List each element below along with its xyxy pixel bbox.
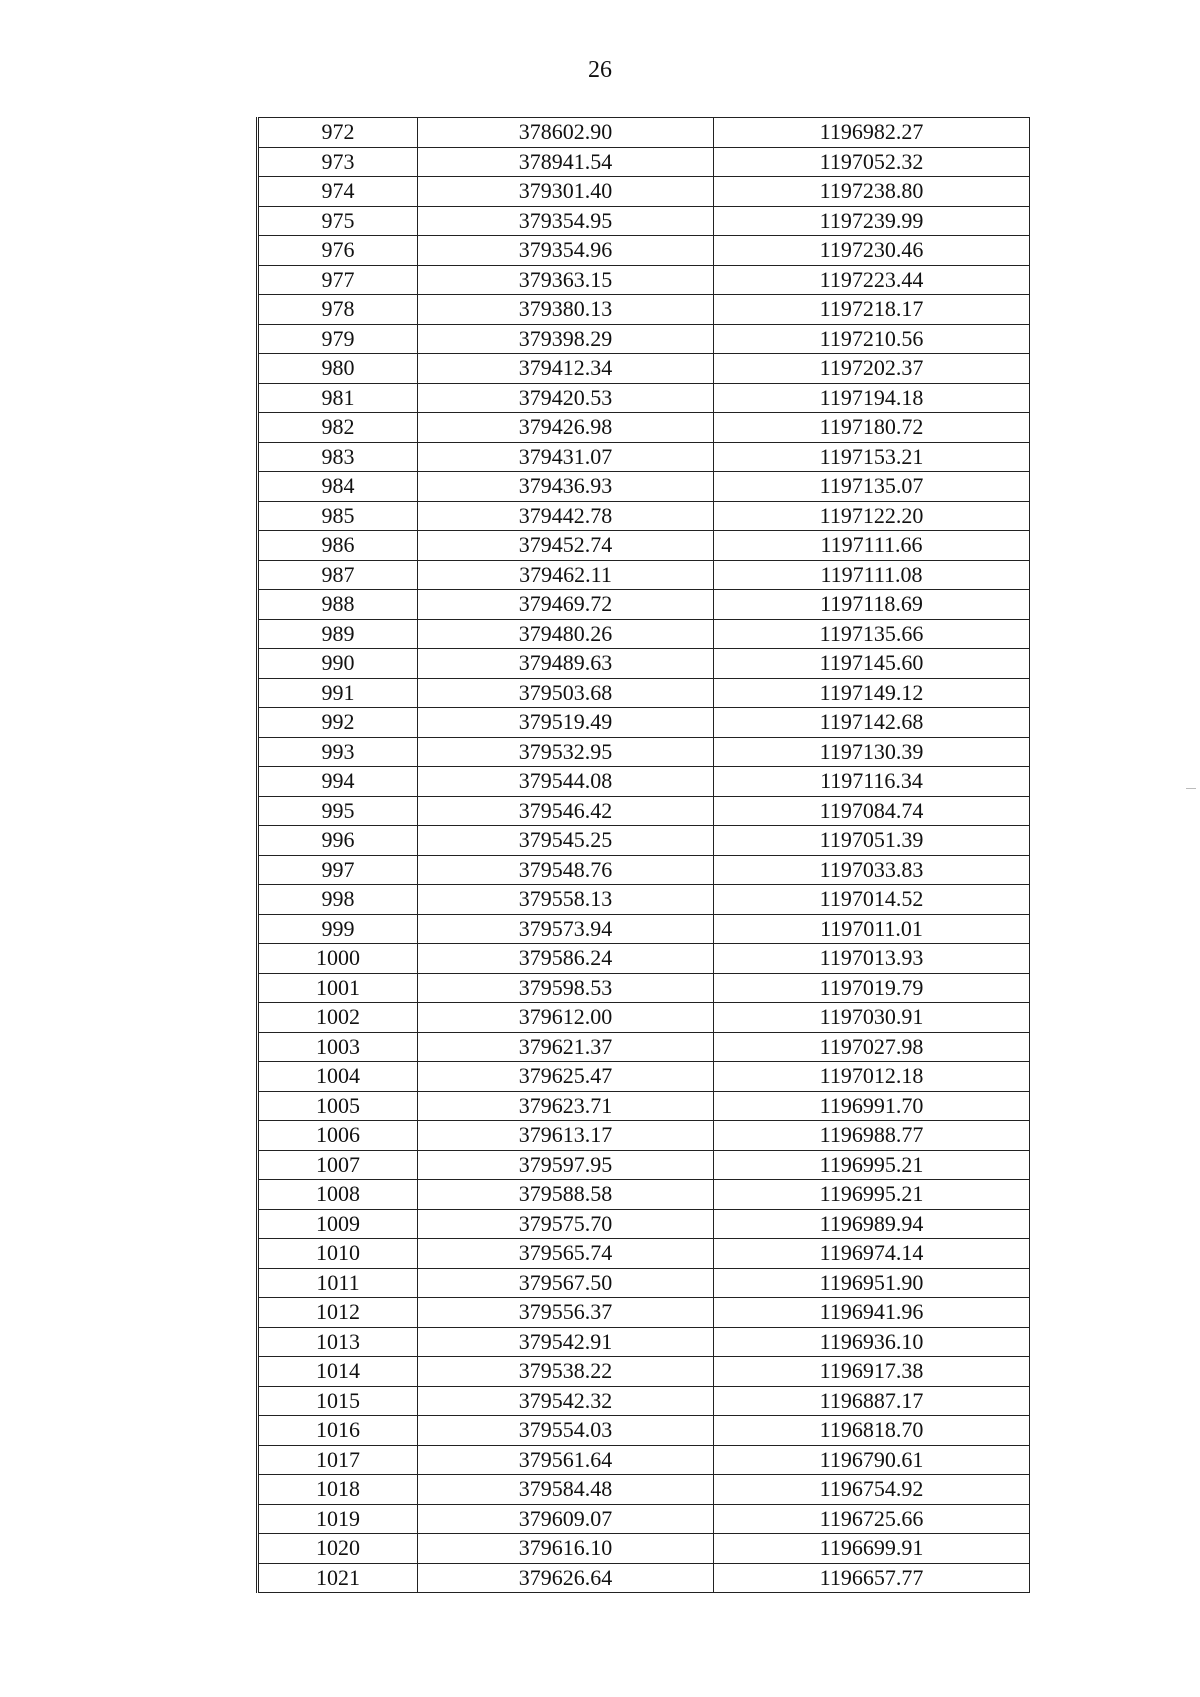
point-number-cell: 989 xyxy=(258,619,418,649)
x-coordinate-cell: 379561.64 xyxy=(418,1445,714,1475)
point-number-cell: 996 xyxy=(258,826,418,856)
y-coordinate-cell: 1196887.17 xyxy=(714,1386,1030,1416)
point-number-cell: 978 xyxy=(258,295,418,325)
y-coordinate-cell: 1197033.83 xyxy=(714,855,1030,885)
table-row xyxy=(258,1357,1030,1387)
point-number-cell: 994 xyxy=(258,767,418,797)
point-number-cell: 983 xyxy=(258,442,418,472)
point-number-cell: 986 xyxy=(258,531,418,561)
y-coordinate-cell: 1196974.14 xyxy=(714,1239,1030,1269)
table-row xyxy=(258,1032,1030,1062)
y-coordinate-cell: 1197019.79 xyxy=(714,973,1030,1003)
x-coordinate-cell: 379554.03 xyxy=(418,1416,714,1446)
point-number-cell: 976 xyxy=(258,236,418,266)
point-number-cell: 1021 xyxy=(258,1563,418,1593)
y-coordinate-cell: 1197111.66 xyxy=(714,531,1030,561)
x-coordinate-cell: 379519.49 xyxy=(418,708,714,738)
table-row xyxy=(258,501,1030,531)
y-coordinate-cell: 1196995.21 xyxy=(714,1150,1030,1180)
x-coordinate-cell: 379532.95 xyxy=(418,737,714,767)
x-coordinate-cell: 379609.07 xyxy=(418,1504,714,1534)
table-row xyxy=(258,1504,1030,1534)
table-row xyxy=(258,708,1030,738)
x-coordinate-cell: 379575.70 xyxy=(418,1209,714,1239)
table-row xyxy=(258,767,1030,797)
y-coordinate-cell: 1197130.39 xyxy=(714,737,1030,767)
table-row xyxy=(258,324,1030,354)
table-row xyxy=(258,1563,1030,1593)
margin-mark xyxy=(1186,788,1196,789)
table-row xyxy=(258,413,1030,443)
x-coordinate-cell: 379584.48 xyxy=(418,1475,714,1505)
table-row xyxy=(258,619,1030,649)
y-coordinate-cell: 1197084.74 xyxy=(714,796,1030,826)
y-coordinate-cell: 1197149.12 xyxy=(714,678,1030,708)
x-coordinate-cell: 379363.15 xyxy=(418,265,714,295)
point-number-cell: 1009 xyxy=(258,1209,418,1239)
point-number-cell: 1004 xyxy=(258,1062,418,1092)
table-row xyxy=(258,1062,1030,1092)
point-number-cell: 992 xyxy=(258,708,418,738)
point-number-cell: 981 xyxy=(258,383,418,413)
point-number-cell: 1012 xyxy=(258,1298,418,1328)
point-number-cell: 979 xyxy=(258,324,418,354)
y-coordinate-cell: 1197230.46 xyxy=(714,236,1030,266)
y-coordinate-cell: 1197051.39 xyxy=(714,826,1030,856)
y-coordinate-cell: 1197153.21 xyxy=(714,442,1030,472)
x-coordinate-cell: 379538.22 xyxy=(418,1357,714,1387)
x-coordinate-cell: 379431.07 xyxy=(418,442,714,472)
x-coordinate-cell: 379598.53 xyxy=(418,973,714,1003)
x-coordinate-cell: 379452.74 xyxy=(418,531,714,561)
point-number-cell: 1018 xyxy=(258,1475,418,1505)
point-number-cell: 990 xyxy=(258,649,418,679)
y-coordinate-cell: 1197210.56 xyxy=(714,324,1030,354)
table-row xyxy=(258,914,1030,944)
y-coordinate-cell: 1197014.52 xyxy=(714,885,1030,915)
y-coordinate-cell: 1196790.61 xyxy=(714,1445,1030,1475)
point-number-cell: 1019 xyxy=(258,1504,418,1534)
table-row xyxy=(258,1475,1030,1505)
y-coordinate-cell: 1196988.77 xyxy=(714,1121,1030,1151)
table-row xyxy=(258,265,1030,295)
x-coordinate-cell: 379546.42 xyxy=(418,796,714,826)
y-coordinate-cell: 1197116.34 xyxy=(714,767,1030,797)
x-coordinate-cell: 379616.10 xyxy=(418,1534,714,1564)
point-number-cell: 1010 xyxy=(258,1239,418,1269)
table-row xyxy=(258,147,1030,177)
point-number-cell: 1011 xyxy=(258,1268,418,1298)
point-number-cell: 982 xyxy=(258,413,418,443)
x-coordinate-cell: 379442.78 xyxy=(418,501,714,531)
x-coordinate-cell: 379588.58 xyxy=(418,1180,714,1210)
y-coordinate-cell: 1197011.01 xyxy=(714,914,1030,944)
point-number-cell: 995 xyxy=(258,796,418,826)
point-number-cell: 999 xyxy=(258,914,418,944)
table-row xyxy=(258,1445,1030,1475)
x-coordinate-cell: 379542.91 xyxy=(418,1327,714,1357)
table-row xyxy=(258,206,1030,236)
y-coordinate-cell: 1196657.77 xyxy=(714,1563,1030,1593)
y-coordinate-cell: 1196818.70 xyxy=(714,1416,1030,1446)
y-coordinate-cell: 1197223.44 xyxy=(714,265,1030,295)
table-row xyxy=(258,944,1030,974)
y-coordinate-cell: 1196982.27 xyxy=(714,118,1030,148)
table-row xyxy=(258,826,1030,856)
y-coordinate-cell: 1197194.18 xyxy=(714,383,1030,413)
table-row xyxy=(258,1239,1030,1269)
y-coordinate-cell: 1197135.07 xyxy=(714,472,1030,502)
x-coordinate-cell: 379426.98 xyxy=(418,413,714,443)
table-row xyxy=(258,1091,1030,1121)
point-number-cell: 1001 xyxy=(258,973,418,1003)
y-coordinate-cell: 1196995.21 xyxy=(714,1180,1030,1210)
point-number-cell: 1020 xyxy=(258,1534,418,1564)
x-coordinate-cell: 379398.29 xyxy=(418,324,714,354)
x-coordinate-cell: 378602.90 xyxy=(418,118,714,148)
point-number-cell: 998 xyxy=(258,885,418,915)
y-coordinate-cell: 1196941.96 xyxy=(714,1298,1030,1328)
x-coordinate-cell: 378941.54 xyxy=(418,147,714,177)
y-coordinate-cell: 1197118.69 xyxy=(714,590,1030,620)
table-row xyxy=(258,796,1030,826)
table-row xyxy=(258,236,1030,266)
table-row xyxy=(258,1327,1030,1357)
point-number-cell: 972 xyxy=(258,118,418,148)
table-row xyxy=(258,1209,1030,1239)
point-number-cell: 1017 xyxy=(258,1445,418,1475)
table-row xyxy=(258,1386,1030,1416)
x-coordinate-cell: 379542.32 xyxy=(418,1386,714,1416)
table-row xyxy=(258,737,1030,767)
y-coordinate-cell: 1197027.98 xyxy=(714,1032,1030,1062)
point-number-cell: 1003 xyxy=(258,1032,418,1062)
y-coordinate-cell: 1197135.66 xyxy=(714,619,1030,649)
table-row xyxy=(258,560,1030,590)
x-coordinate-cell: 379436.93 xyxy=(418,472,714,502)
table-row xyxy=(258,678,1030,708)
y-coordinate-cell: 1197013.93 xyxy=(714,944,1030,974)
y-coordinate-cell: 1197052.32 xyxy=(714,147,1030,177)
table-row xyxy=(258,1003,1030,1033)
y-coordinate-cell: 1197122.20 xyxy=(714,501,1030,531)
page-number: 26 xyxy=(588,57,612,83)
point-number-cell: 974 xyxy=(258,177,418,207)
x-coordinate-cell: 379462.11 xyxy=(418,560,714,590)
point-number-cell: 1014 xyxy=(258,1357,418,1387)
x-coordinate-cell: 379586.24 xyxy=(418,944,714,974)
point-number-cell: 977 xyxy=(258,265,418,295)
x-coordinate-cell: 379621.37 xyxy=(418,1032,714,1062)
y-coordinate-cell: 1196991.70 xyxy=(714,1091,1030,1121)
x-coordinate-cell: 379573.94 xyxy=(418,914,714,944)
x-coordinate-cell: 379489.63 xyxy=(418,649,714,679)
x-coordinate-cell: 379354.96 xyxy=(418,236,714,266)
x-coordinate-cell: 379301.40 xyxy=(418,177,714,207)
point-number-cell: 973 xyxy=(258,147,418,177)
x-coordinate-cell: 379567.50 xyxy=(418,1268,714,1298)
table-row xyxy=(258,855,1030,885)
point-number-cell: 1005 xyxy=(258,1091,418,1121)
y-coordinate-cell: 1196917.38 xyxy=(714,1357,1030,1387)
y-coordinate-cell: 1197111.08 xyxy=(714,560,1030,590)
y-coordinate-cell: 1196754.92 xyxy=(714,1475,1030,1505)
point-number-cell: 980 xyxy=(258,354,418,384)
table-row xyxy=(258,442,1030,472)
point-number-cell: 975 xyxy=(258,206,418,236)
point-number-cell: 1013 xyxy=(258,1327,418,1357)
point-number-cell: 993 xyxy=(258,737,418,767)
point-number-cell: 988 xyxy=(258,590,418,620)
point-number-cell: 1008 xyxy=(258,1180,418,1210)
table-row xyxy=(258,531,1030,561)
coordinates-table-body xyxy=(258,118,1030,1593)
table-row xyxy=(258,118,1030,148)
x-coordinate-cell: 379613.17 xyxy=(418,1121,714,1151)
table-row xyxy=(258,1534,1030,1564)
point-number-cell: 1016 xyxy=(258,1416,418,1446)
x-coordinate-cell: 379558.13 xyxy=(418,885,714,915)
x-coordinate-cell: 379623.71 xyxy=(418,1091,714,1121)
table-row xyxy=(258,649,1030,679)
y-coordinate-cell: 1197239.99 xyxy=(714,206,1030,236)
x-coordinate-cell: 379420.53 xyxy=(418,383,714,413)
x-coordinate-cell: 379565.74 xyxy=(418,1239,714,1269)
table-row xyxy=(258,590,1030,620)
y-coordinate-cell: 1196951.90 xyxy=(714,1268,1030,1298)
table-row xyxy=(258,1298,1030,1328)
y-coordinate-cell: 1197238.80 xyxy=(714,177,1030,207)
y-coordinate-cell: 1197145.60 xyxy=(714,649,1030,679)
table-row xyxy=(258,1268,1030,1298)
y-coordinate-cell: 1197180.72 xyxy=(714,413,1030,443)
table-row xyxy=(258,973,1030,1003)
coordinates-table xyxy=(256,117,1030,1593)
x-coordinate-cell: 379545.25 xyxy=(418,826,714,856)
y-coordinate-cell: 1196936.10 xyxy=(714,1327,1030,1357)
x-coordinate-cell: 379354.95 xyxy=(418,206,714,236)
table-row xyxy=(258,885,1030,915)
x-coordinate-cell: 379612.00 xyxy=(418,1003,714,1033)
x-coordinate-cell: 379412.34 xyxy=(418,354,714,384)
x-coordinate-cell: 379626.64 xyxy=(418,1563,714,1593)
y-coordinate-cell: 1196725.66 xyxy=(714,1504,1030,1534)
y-coordinate-cell: 1197012.18 xyxy=(714,1062,1030,1092)
y-coordinate-cell: 1196989.94 xyxy=(714,1209,1030,1239)
y-coordinate-cell: 1197030.91 xyxy=(714,1003,1030,1033)
x-coordinate-cell: 379625.47 xyxy=(418,1062,714,1092)
table-row xyxy=(258,472,1030,502)
table-row xyxy=(258,383,1030,413)
point-number-cell: 1006 xyxy=(258,1121,418,1151)
table-row xyxy=(258,1150,1030,1180)
x-coordinate-cell: 379480.26 xyxy=(418,619,714,649)
table-row xyxy=(258,354,1030,384)
x-coordinate-cell: 379380.13 xyxy=(418,295,714,325)
y-coordinate-cell: 1197218.17 xyxy=(714,295,1030,325)
x-coordinate-cell: 379503.68 xyxy=(418,678,714,708)
y-coordinate-cell: 1196699.91 xyxy=(714,1534,1030,1564)
point-number-cell: 987 xyxy=(258,560,418,590)
point-number-cell: 1007 xyxy=(258,1150,418,1180)
x-coordinate-cell: 379548.76 xyxy=(418,855,714,885)
table-row xyxy=(258,177,1030,207)
point-number-cell: 1000 xyxy=(258,944,418,974)
table-row xyxy=(258,1121,1030,1151)
x-coordinate-cell: 379469.72 xyxy=(418,590,714,620)
table-row xyxy=(258,295,1030,325)
point-number-cell: 984 xyxy=(258,472,418,502)
x-coordinate-cell: 379556.37 xyxy=(418,1298,714,1328)
table-row xyxy=(258,1180,1030,1210)
table-row xyxy=(258,1416,1030,1446)
point-number-cell: 1015 xyxy=(258,1386,418,1416)
x-coordinate-cell: 379544.08 xyxy=(418,767,714,797)
y-coordinate-cell: 1197202.37 xyxy=(714,354,1030,384)
y-coordinate-cell: 1197142.68 xyxy=(714,708,1030,738)
point-number-cell: 997 xyxy=(258,855,418,885)
point-number-cell: 1002 xyxy=(258,1003,418,1033)
point-number-cell: 991 xyxy=(258,678,418,708)
point-number-cell: 985 xyxy=(258,501,418,531)
x-coordinate-cell: 379597.95 xyxy=(418,1150,714,1180)
